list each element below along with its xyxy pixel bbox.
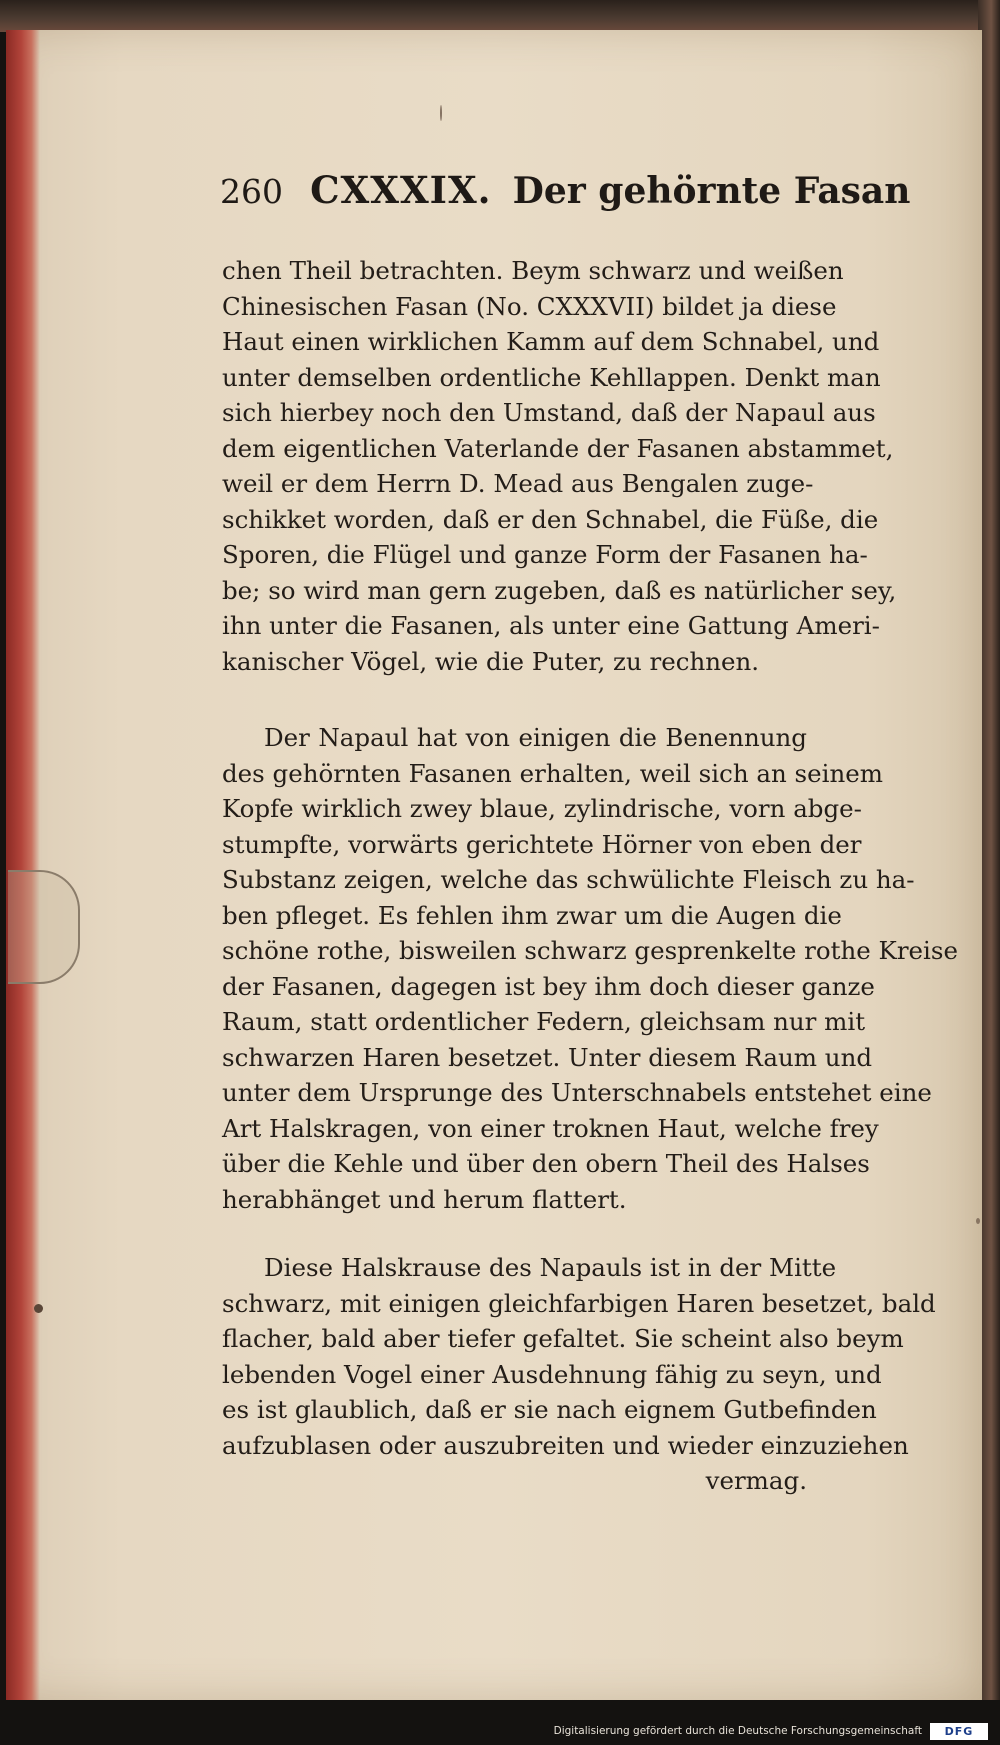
text-line: flacher, bald aber tiefer gefaltet. Sie scheint also beym — [222, 1324, 904, 1353]
catchword: vermag. — [705, 1466, 807, 1495]
text-line: weil er dem Herrn D. Mead aus Bengalen zuge- — [222, 469, 814, 498]
text-line: ihn unter die Fasanen, als unter eine Gattung Ameri- — [222, 611, 880, 640]
text-line: lebenden Vogel einer Ausdehnung fähig zu seyn, und — [222, 1359, 882, 1389]
text-line: be; so wird man gern zugeben, daß es natürlicher sey, — [222, 575, 897, 605]
paragraph-3 — [222, 1250, 936, 1499]
text-line: schwarzen Haren besetzet. Unter diesem Raum und — [222, 1042, 873, 1072]
text-line: Diese Halskrause des Napauls ist in der Mitte — [264, 1253, 837, 1282]
text-line: sich hierbey noch den Umstand, daß der Napaul aus — [222, 398, 876, 427]
text-line: kanischer Vögel, wie die Puter, zu rechnen. — [222, 646, 760, 676]
text-line: Kopfe wirklich zwey blaue, zylindrische, vorn abge- — [222, 794, 862, 823]
digitization-credit: Digitalisierung gefördert durch die Deutsche Forschungsgemeinschaft — [553, 1725, 922, 1737]
text-line: chen Theil betrachten. Beym schwarz und weißen — [222, 256, 844, 285]
ink-spot — [976, 1218, 980, 1224]
text-line: Substanz zeigen, welche das schwülichte Fleisch zu ha- — [222, 865, 915, 894]
book-top-edge — [0, 0, 1000, 32]
section-number: CXXXIX. — [310, 168, 492, 212]
dfg-logo: DFG — [930, 1723, 988, 1740]
page-clasp-mark — [8, 870, 80, 984]
section-title: Der gehörnte Fasan — [512, 170, 911, 212]
text-line: Haut einen wirklichen Kamm auf dem Schnabel, und — [222, 327, 880, 356]
text-line: über die Kehle und über den obern Theil des Halses — [222, 1149, 870, 1178]
text-line: schikket worden, daß er den Schnabel, die Füße, die — [222, 504, 879, 534]
text-line: ben pfleget. Es fehlen ihm zwar um die Augen die — [222, 900, 842, 930]
page-number: 260 — [220, 172, 283, 211]
text-line: Art Halskragen, von einer troknen Haut, welche frey — [222, 1113, 879, 1143]
text-line: der Fasanen, dagegen ist bey ihm doch dieser ganze — [222, 971, 875, 1001]
text-line: des gehörnten Fasanen erhalten, weil sich an seinem — [222, 758, 883, 788]
red-page-edge — [6, 30, 40, 1700]
text-line: schwarz, mit einigen gleichfarbigen Haren besetzet, bald — [222, 1288, 936, 1318]
text-line: stumpfte, vorwärts gerichtete Hörner von eben der — [222, 829, 862, 859]
text-line: unter demselben ordentliche Kehllappen. Denkt man — [222, 362, 881, 392]
text-line: Raum, statt ordentlicher Federn, gleichsam nur mit — [222, 1007, 866, 1036]
text-line: es ist glaublich, daß er sie nach eignem Gutbefinden — [222, 1395, 877, 1424]
paragraph-2 — [222, 720, 958, 1217]
text-line: Chinesischen Fasan (No. CXXXVII) bildet ja diese — [222, 291, 837, 321]
text-line: herabhänget und herum flattert. — [222, 1184, 627, 1214]
ink-spot — [440, 105, 442, 121]
text-line: unter dem Ursprunge des Unterschnabels entstehet eine — [222, 1078, 932, 1107]
page-header — [220, 168, 911, 228]
paragraph-1 — [222, 253, 897, 679]
text-line: schöne rothe, bisweilen schwarz gesprenkelte rothe Kreise — [222, 936, 958, 965]
ink-spot — [34, 1304, 43, 1313]
text-line: Der Napaul hat von einigen die Benennung — [264, 723, 807, 752]
text-line: Sporen, die Flügel und ganze Form der Fasanen ha- — [222, 540, 868, 569]
text-line: dem eigentlichen Vaterlande der Fasanen abstammet, — [222, 433, 894, 463]
text-line: aufzublasen oder auszubreiten und wieder einzuziehen — [222, 1430, 909, 1460]
